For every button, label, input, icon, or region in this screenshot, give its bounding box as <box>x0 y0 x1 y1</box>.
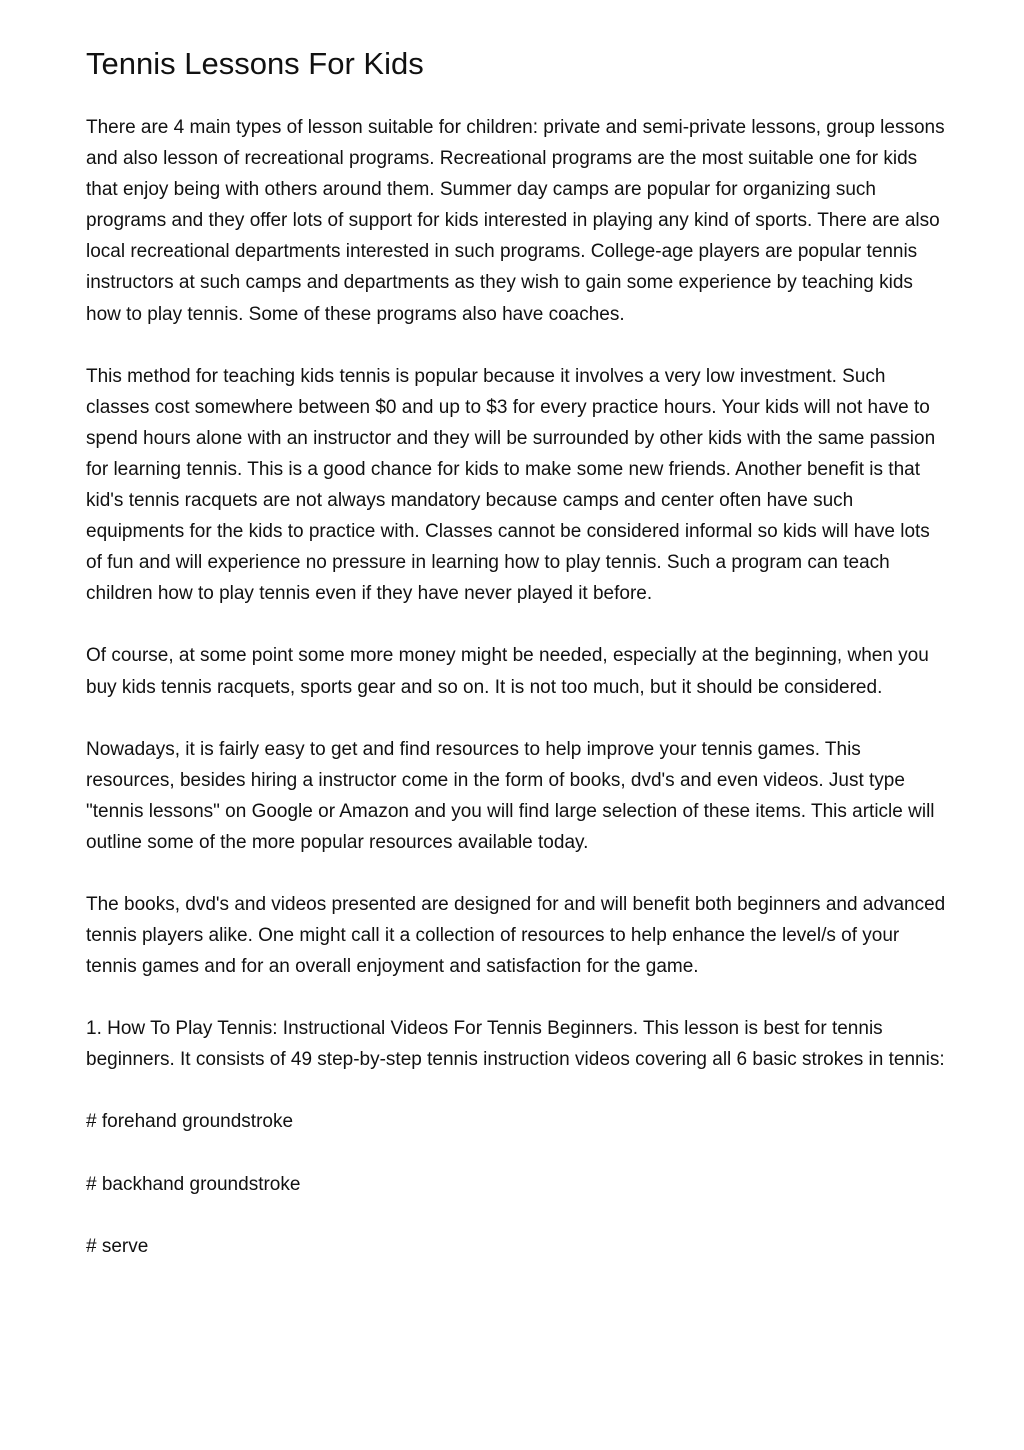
list-item-serve: # serve <box>86 1235 149 1257</box>
paragraph-how-to-play: 1. How To Play Tennis: Instructional Videos For Tennis Beginners. This lesson is best for tennis beginners. It consists of 49 step-by-step tennis instruction videos covering all 6 basic strokes in tennis: <box>86 1018 945 1071</box>
list-item-forehand: # forehand groundstroke <box>86 1111 294 1133</box>
document-title: Tennis Lessons For Kids <box>86 46 424 81</box>
paragraph-extra-costs: Of course, at some point some more money might be needed, especially at the beginning, when you buy kids tennis racquets, sports gear and so on. It is not too much, but it should be considered. <box>86 645 929 698</box>
paragraph-lesson-types: There are 4 main types of lesson suitable for children: private and semi-private lessons, group lessons and also lesson of recreational programs. Recreational programs are the most suitable one for kids that enjoy being with others around them. Summer day camps are popular for organizing such programs and they offer lots of support for kids interested in playing any kind of sports. There are also local recreational departments interested in such programs. College-age players are popular tennis instructors at such camps and departments as they wish to gain some experience by teaching kids how to play tennis. Some of these programs also have coaches. <box>86 117 945 325</box>
list-item-backhand: # backhand groundstroke <box>86 1173 301 1195</box>
paragraph-low-investment: This method for teaching kids tennis is popular because it involves a very low investment. Such classes cost somewhere between $0 and up to $3 for every practice hours. Your kids will not have to spend hours alone with an instructor and they will be surrounded by other kids with the same passion for learning tennis. This is a good chance for kids to make some new friends. Another benefit is that kid's tennis racquets are not always mandatory because camps and center often have such equipments for the kids to practice with. Classes cannot be considered informal so kids will have lots of fun and will experience no pressure in learning how to play tennis. Such a program can teach children how to play tennis even if they have never played it before. <box>86 365 936 605</box>
document-page <box>86 44 946 1293</box>
paragraph-resources: Nowadays, it is fairly easy to get and find resources to help improve your tennis games. This resources, besides hiring a instructor come in the form of books, dvd's and even videos. Just type "tennis lessons" on Google or Amazon and you will find large selection of these items. This article will outline some of the more popular resources available today. <box>86 738 935 853</box>
paragraph-benefits: The books, dvd's and videos presented are designed for and will benefit both beginners and advanced tennis players alike. One might call it a collection of resources to help enhance the level/s of your tennis games and for an overall enjoyment and satisfaction for the game. <box>86 893 946 978</box>
